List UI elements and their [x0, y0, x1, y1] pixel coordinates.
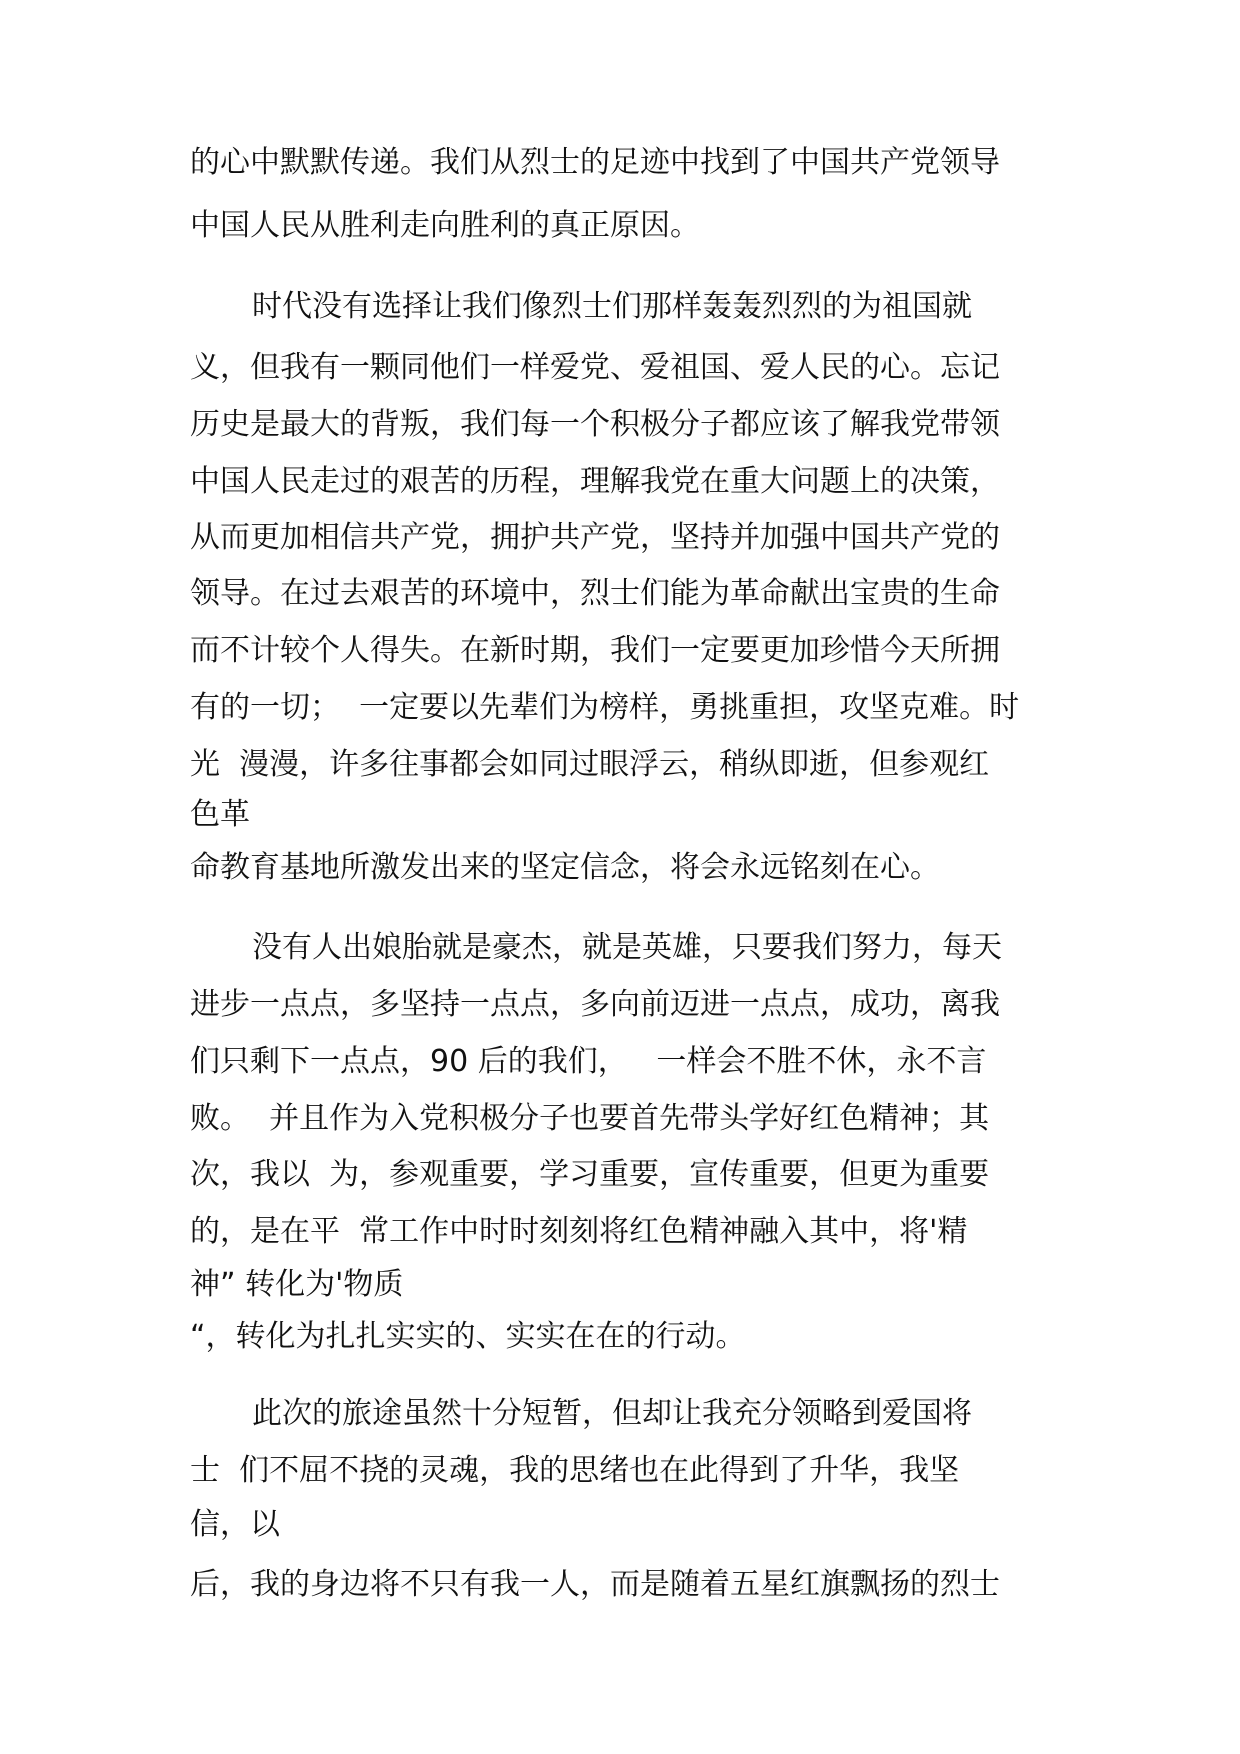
text-line: 从而更加相信共产党，拥护共产党，坚持并加强中国共产党的	[190, 520, 1000, 555]
text-line: 此次的旅途虽然十分短暂，但却让我充分领略到爱国将	[252, 1396, 972, 1431]
text-line: 命教育基地所激发出来的坚定信念，将会永远铭刻在心。	[190, 850, 940, 885]
text-line: 光 漫漫，许多往事都会如同过眼浮云，稍纵即逝，但参观红	[190, 747, 990, 782]
text-line: 的心中默默传递。我们从烈士的足迹中找到了中国共产党领导	[190, 145, 1000, 180]
text-line: 而不计较个人得失。在新时期，我们一定要更加珍惜今天所拥	[190, 633, 1000, 668]
text-line: 士 们不屈不挠的灵魂，我的思绪也在此得到了升华，我坚	[190, 1453, 960, 1488]
text-line: 中国人民从胜利走向胜利的真正原因。	[190, 208, 700, 243]
text-line: 次，我以 为，参观重要，学习重要，宣传重要，但更为重要	[190, 1157, 990, 1192]
text-line: 后，我的身边将不只有我一人，而是随着五星红旗飘扬的烈士	[190, 1567, 1000, 1602]
text-line: 的，是在平 常工作中时时刻刻将红色精神融入其中，将'精	[190, 1214, 968, 1249]
text-line: 败。 并且作为入党积极分子也要首先带头学好红色精神；其	[190, 1101, 990, 1136]
text-line: 进步一点点，多坚持一点点，多向前迈进一点点，成功，离我	[190, 987, 1000, 1022]
text-line: “，转化为扎扎实实的、实实在在的行动。	[190, 1319, 746, 1354]
text-line: 中国人民走过的艰苦的历程，理解我党在重大问题上的决策，	[190, 464, 1000, 499]
text-line: 历史是最大的背叛，我们每一个积极分子都应该了解我党带领	[190, 407, 1000, 442]
text-line: 时代没有选择让我们像烈士们那样轰轰烈烈的为祖国就	[252, 289, 972, 324]
text-line: 有的一切； 一定要以先辈们为榜样，勇挑重担，攻坚克难。时	[190, 690, 1020, 725]
text-line: 色革	[190, 797, 250, 832]
text-line: 信，以	[190, 1507, 280, 1542]
text-line: 义，但我有一颗同他们一样爱党、爱祖国、爱人民的心。忘记	[190, 350, 1000, 385]
text-line: 神” 转化为'物质	[190, 1267, 404, 1302]
text-line: 领导。在过去艰苦的环境中，烈士们能为革命献出宝贵的生命	[190, 576, 1000, 611]
text-line: 们只剩下一点点，90 后的我们， 一样会不胜不休，永不言	[190, 1044, 987, 1079]
text-line: 没有人出娘胎就是豪杰，就是英雄，只要我们努力，每天	[252, 930, 1002, 965]
